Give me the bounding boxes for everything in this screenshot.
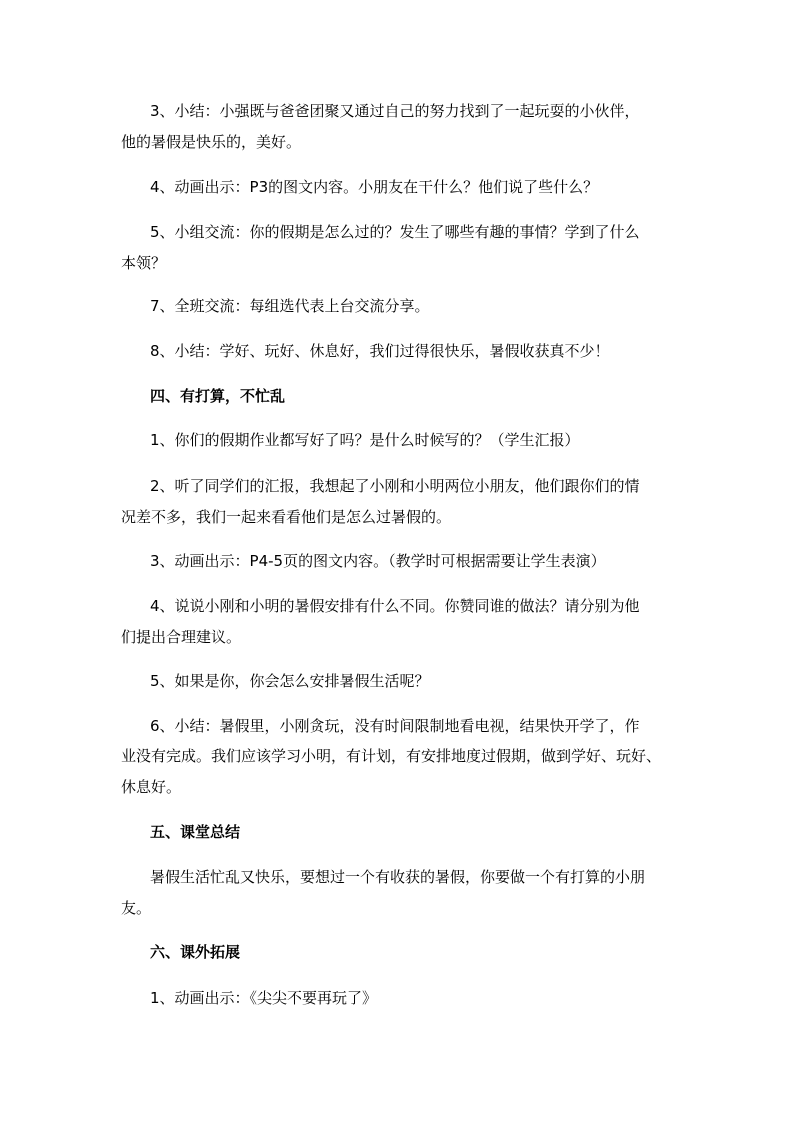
paragraph-line: 3、小结：小强既与爸爸团聚又通过自己的努力找到了一起玩耍的小伙伴， (150, 102, 640, 120)
paragraph-line: 们提出合理建议。 (121, 628, 242, 646)
section-heading: 五、课堂总结 (150, 823, 241, 841)
paragraph-line: 8、小结：学好、玩好、休息好，我们过得很快乐，暑假收获真不少！ (150, 342, 610, 360)
paragraph-line: 7、全班交流：每组选代表上台交流分享。 (150, 297, 430, 315)
section-heading: 六、课外拓展 (150, 943, 241, 961)
paragraph-line: 4、动画出示：P3的图文内容。小朋友在干什么？他们说了些什么？ (150, 178, 599, 196)
paragraph-line: 2、听了同学们的汇报，我想起了小刚和小明两位小朋友，他们跟你们的情 (150, 477, 640, 495)
paragraph-line: 1、你们的假期作业都写好了吗？是什么时候写的？（学生汇报） (150, 431, 580, 449)
paragraph-line: 业没有完成。我们应该学习小明，有计划，有安排地度过假期，做到学好、玩好、 (121, 747, 662, 765)
paragraph-line: 况差不多，我们一起来看看他们是怎么过暑假的。 (121, 508, 452, 526)
paragraph-line: 1、动画出示：《尖尖不要再玩了》 (150, 989, 378, 1007)
paragraph-line: 友。 (121, 899, 152, 917)
paragraph-line: 他的暑假是快乐的，美好。 (121, 133, 302, 151)
paragraph-line: 4、说说小刚和小明的暑假安排有什么不同。你赞同谁的做法？请分别为他 (150, 597, 640, 615)
paragraph-line: 6、小结：暑假里，小刚贪玩，没有时间限制地看电视，结果快开学了，作 (150, 717, 640, 735)
paragraph-line: 休息好。 (121, 778, 182, 796)
paragraph-line: 3、动画出示：P4-5页的图文内容。（教学时可根据需要让学生表演） (150, 552, 606, 570)
paragraph-line: 5、如果是你，你会怎么安排暑假生活呢？ (150, 672, 430, 690)
paragraph-line: 5、小组交流：你的假期是怎么过的？发生了哪些有趣的事情？学到了什么 (150, 223, 640, 241)
section-heading: 四、有打算，不忙乱 (150, 387, 286, 405)
paragraph-line: 本领？ (121, 254, 167, 272)
paragraph-line: 暑假生活忙乱又快乐，要想过一个有收获的暑假，你要做一个有打算的小朋 (150, 868, 646, 886)
